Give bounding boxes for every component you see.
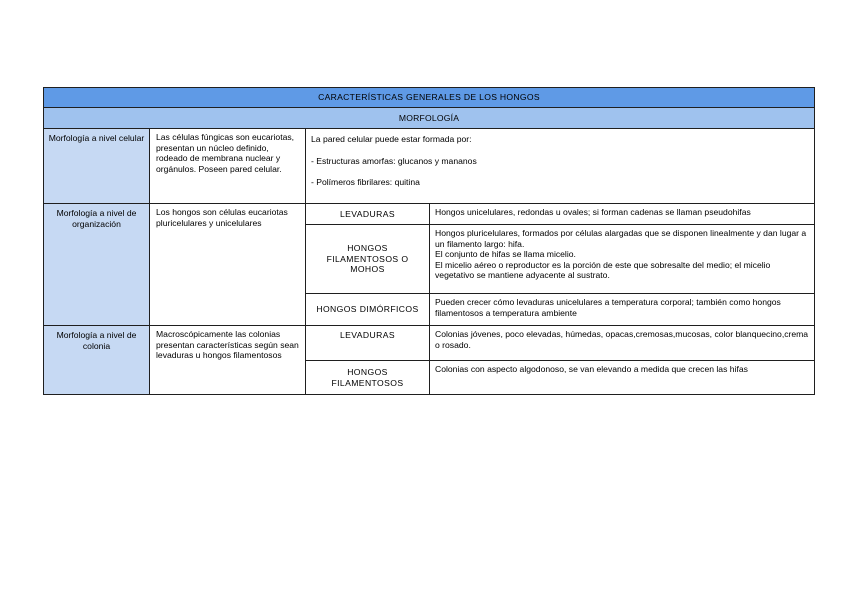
label-celular: Morfología a nivel celular <box>44 129 150 204</box>
row-colonia-levaduras <box>44 326 815 361</box>
characteristics-table <box>43 87 815 395</box>
detail-colonia-levaduras <box>430 326 815 361</box>
label-colonia: Morfología a nivel de colonia <box>44 326 150 395</box>
pared-amorfas: - Estructuras amorfas: glucanos y mananos <box>311 155 477 166</box>
detail-line: Hongos unicelulares, redondas u ovales; si forman cadenas se llaman pseudohifas <box>435 207 751 217</box>
detail-line: Pueden crecer cómo levaduras unicelulares a temperatura corporal; también como hongos filamentosos a temperatura ambiente <box>435 297 781 318</box>
row-organizacion-levaduras <box>44 204 815 225</box>
type-colonia-filamentosos: HONGOS FILAMENTOSOS <box>306 361 430 395</box>
label-organizacion: Morfología a nivel de organización <box>44 204 150 326</box>
detail-filamentosos-mohos <box>430 225 815 294</box>
type-dimorficos: HONGOS DIMÓRFICOS <box>306 294 430 326</box>
detail-line: El conjunto de hifas se llama micelio. <box>435 249 576 260</box>
pared-fibrilares: - Polímeros fibrilares: quitina <box>311 177 420 188</box>
detail-levaduras <box>430 204 815 225</box>
type-levaduras: LEVADURAS <box>306 204 430 225</box>
detail-line: Colonias con aspecto algodonoso, se van elevando a medida que crecen las hifas <box>435 364 748 374</box>
subtitle-row <box>44 108 815 129</box>
desc-organizacion: Los hongos son células eucariotas pluricelulares y unicelulares <box>150 204 306 326</box>
desc-celular: Las células fúngicas son eucariotas, presentan un núcleo definido, rodeado de membrana nuclear y orgánulos. Poseen pared celular. <box>150 129 306 204</box>
row-celular <box>44 129 815 204</box>
table-title: CARACTERÍSTICAS GENERALES DE LOS HONGOS <box>44 88 815 108</box>
title-row <box>44 88 815 108</box>
table-subtitle: MORFOLOGÍA <box>44 108 815 129</box>
type-colonia-levaduras: LEVADURAS <box>306 326 430 361</box>
detail-line: El micelio aéreo o reproductor es la porción de este que sobresalte del medio; el micelio vegetativo se mantiene adyacente al sustrato. <box>435 259 771 281</box>
detail-line: Hongos pluricelulares, formados por células alargadas que se disponen linealmente y dan lugar a un filamento largo: hifa. <box>435 228 807 249</box>
detail-colonia-filamentosos <box>430 361 815 395</box>
detail-dimorficos <box>430 294 815 326</box>
pared-celular-cell <box>306 129 815 204</box>
pared-intro: La pared celular puede estar formada por: <box>311 134 472 144</box>
detail-line: Colonias jóvenes, poco elevadas, húmedas, opacas,cremosas,mucosas, color blanquecino,crema o rosado. <box>435 329 809 350</box>
desc-colonia: Macroscópicamente las colonias presentan características según sean levaduras u hongos filamentosos <box>150 326 306 395</box>
type-filamentosos-mohos: HONGOS FILAMENTOSOS O MOHOS <box>306 225 430 294</box>
